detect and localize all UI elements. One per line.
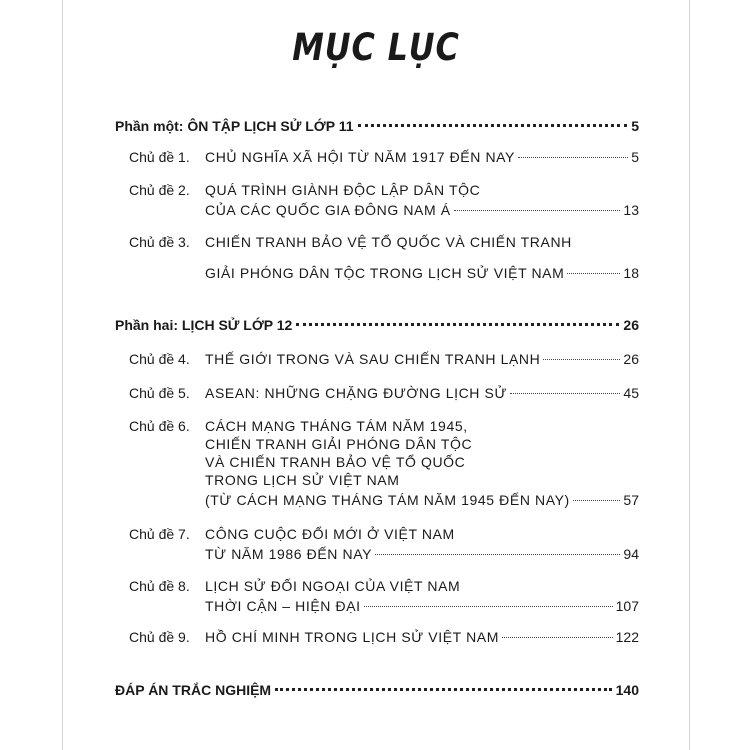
topic-title-line: THẾ GIỚI TRONG VÀ SAU CHIẾN TRANH LẠNH — [205, 351, 541, 367]
topic-title-line: CHỦ NGHĨA XÃ HỘI TỪ NĂM 1917 ĐẾN NAY — [205, 149, 515, 165]
topic-title-line: VÀ CHIẾN TRANH BẢO VỆ TỔ QUỐC — [205, 454, 466, 470]
topic-title-line: LỊCH SỬ ĐỐI NGOẠI CỦA VIỆT NAM — [205, 578, 461, 594]
topic-label: Chủ đề 1. — [129, 149, 190, 165]
dot-leader — [573, 500, 621, 501]
topic-label: Chủ đề 7. — [129, 526, 190, 542]
topic-title-line: ASEAN: NHỮNG CHẶNG ĐƯỜNG LỊCH SỬ — [205, 385, 507, 401]
topic-label: Chủ đề 8. — [129, 578, 190, 594]
topic-title-line: CÔNG CUỘC ĐỔI MỚI Ở VIỆT NAM — [205, 526, 455, 542]
topic-label: Chủ đề 5. — [129, 385, 190, 401]
topic-title-line: (TỪ CÁCH MẠNG THÁNG TÁM NĂM 1945 ĐẾN NAY) — [205, 492, 570, 508]
topic-page-number: 18 — [623, 265, 639, 281]
dot-leader — [296, 323, 619, 326]
dot-leader — [364, 606, 613, 607]
section-page-number: 26 — [623, 317, 639, 333]
dot-leader — [543, 359, 620, 360]
dot-leader — [518, 157, 628, 158]
topic-page-number: 94 — [623, 546, 639, 562]
topic-page-number: 13 — [623, 202, 639, 218]
topic-label: Chủ đề 4. — [129, 351, 190, 367]
section-heading-text: Phần hai: LỊCH SỬ LỚP 12 — [115, 317, 293, 333]
dot-leader — [502, 637, 613, 638]
dot-leader — [510, 393, 620, 394]
dot-leader — [567, 273, 620, 274]
topic-page-number: 122 — [615, 629, 639, 645]
topic-label: Chủ đề 6. — [129, 418, 190, 434]
topic-title-line: THỜI CẬN – HIỆN ĐẠI — [205, 598, 361, 614]
dot-leader — [375, 554, 620, 555]
topic-title-line: HỒ CHÍ MINH TRONG LỊCH SỬ VIỆT NAM — [205, 629, 499, 645]
topic-title-line: CHIẾN TRANH BẢO VỆ TỔ QUỐC VÀ CHIẾN TRANH — [205, 234, 572, 250]
topic-label: Chủ đề 2. — [129, 182, 190, 198]
topic-title-line: CỦA CÁC QUỐC GIA ĐÔNG NAM Á — [205, 202, 451, 218]
dot-leader — [275, 688, 612, 691]
section-page-number: 5 — [631, 118, 639, 134]
dot-leader — [358, 124, 628, 127]
section-page-number: 140 — [615, 682, 639, 698]
dot-leader — [454, 210, 621, 211]
section-heading-text: Phần một: ÔN TẬP LỊCH SỬ LỚP 11 — [115, 118, 354, 134]
topic-page-number: 5 — [631, 149, 639, 165]
topic-title-line: TRONG LỊCH SỬ VIỆT NAM — [205, 472, 400, 488]
topic-page-number: 107 — [615, 598, 639, 614]
topic-page-number: 26 — [623, 351, 639, 367]
page-title: MỤC LỤC — [292, 26, 460, 69]
topic-page-number: 57 — [623, 492, 639, 508]
section-heading-text: ĐÁP ÁN TRẮC NGHIỆM — [115, 682, 272, 698]
topic-title-line: GIẢI PHÓNG DÂN TỘC TRONG LỊCH SỬ VIỆT NAM — [205, 265, 565, 281]
topic-label: Chủ đề 9. — [129, 629, 190, 645]
topic-title-line: CÁCH MẠNG THÁNG TÁM NĂM 1945, — [205, 418, 468, 434]
topic-page-number: 45 — [623, 385, 639, 401]
document-page — [62, 0, 690, 750]
topic-title-line: TỪ NĂM 1986 ĐẾN NAY — [205, 546, 373, 562]
topic-title-line: QUÁ TRÌNH GIÀNH ĐỘC LẬP DÂN TỘC — [205, 182, 481, 198]
topic-label: Chủ đề 3. — [129, 234, 190, 250]
topic-title-line: CHIẾN TRANH GIẢI PHÓNG DÂN TỘC — [205, 436, 473, 452]
